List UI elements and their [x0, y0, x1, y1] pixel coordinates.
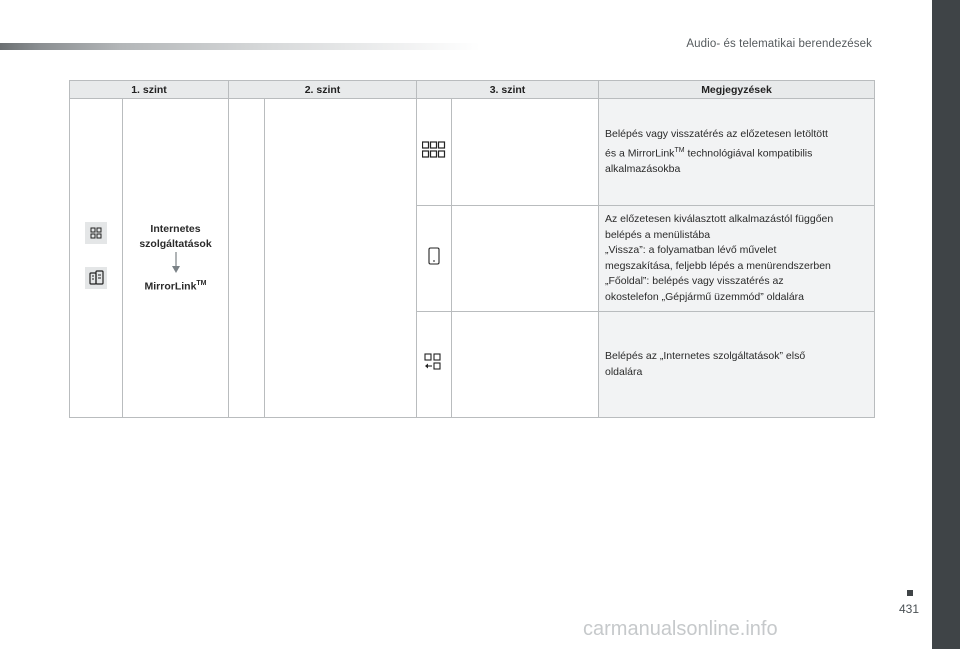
page-header-title: Audio- és telematikai berendezések — [686, 38, 872, 50]
level3-label-cell — [452, 312, 599, 418]
header-gradient-bar — [0, 43, 480, 50]
note-line: Belépés az „Internetes szolgáltatások” első — [605, 350, 806, 362]
header-level-3: 3. szint — [417, 81, 599, 99]
menu-table — [69, 80, 875, 418]
mirrorlink-label: MirrorLink — [144, 280, 197, 293]
level3-icon-cell — [417, 206, 452, 312]
note-line: alkalmazásokba — [605, 162, 681, 175]
page-number: 431 — [898, 602, 920, 616]
note-line: belépés a menülistába — [605, 228, 711, 241]
level1-icon-cell — [70, 99, 123, 418]
note-line: megszakítása, feljebb lépés a menürendszerben — [605, 259, 831, 272]
note-line: Belépés vagy visszatérés az előzetesen letöltött — [605, 128, 828, 140]
level1-label-cell — [123, 99, 229, 418]
level3-label-cell — [452, 206, 599, 312]
note-line: technológiával kompatibilis — [684, 147, 813, 159]
apps-grid-icon — [85, 222, 107, 249]
note-cell — [599, 312, 875, 418]
level2-icon-cell — [229, 99, 265, 418]
mirrorlink-tm: TM — [196, 279, 207, 287]
watermark: carmanualsonline.info — [583, 618, 778, 640]
table-row — [70, 99, 875, 206]
level1-label-line2: szolgáltatások — [139, 237, 212, 250]
level3-icon-cell — [417, 99, 452, 206]
note-cell — [599, 99, 875, 206]
note-line: és a MirrorLink — [605, 147, 675, 159]
side-strip — [932, 0, 960, 649]
mirrorlink-icon — [85, 267, 107, 294]
note-line: „Vissza”: a folyamatban lévő művelet — [605, 244, 777, 256]
level1-label-line1: Internetes — [150, 222, 201, 235]
header-notes: Megjegyzések — [599, 81, 875, 99]
note-tm: TM — [674, 146, 685, 154]
level2-label-cell — [265, 99, 417, 418]
page-marker — [907, 590, 913, 596]
grid-6-icon — [422, 141, 446, 164]
note-line: okostelefon „Gépjármű üzemmód” oldalára — [605, 290, 805, 303]
header-level-1: 1. szint — [70, 81, 229, 99]
note-line: Az előzetesen kiválasztott alkalmazástól függően — [605, 213, 834, 225]
note-cell — [599, 206, 875, 312]
level3-icon-cell — [417, 312, 452, 418]
header-level-2: 2. szint — [229, 81, 417, 99]
down-arrow-icon — [123, 252, 228, 274]
level3-label-cell — [452, 99, 599, 206]
phone-icon — [427, 247, 441, 270]
note-line: „Főoldal”: belépés vagy visszatérés az — [605, 275, 784, 287]
note-line: oldalára — [605, 365, 643, 378]
table-header-row — [70, 81, 875, 99]
back-to-services-icon — [424, 353, 444, 376]
